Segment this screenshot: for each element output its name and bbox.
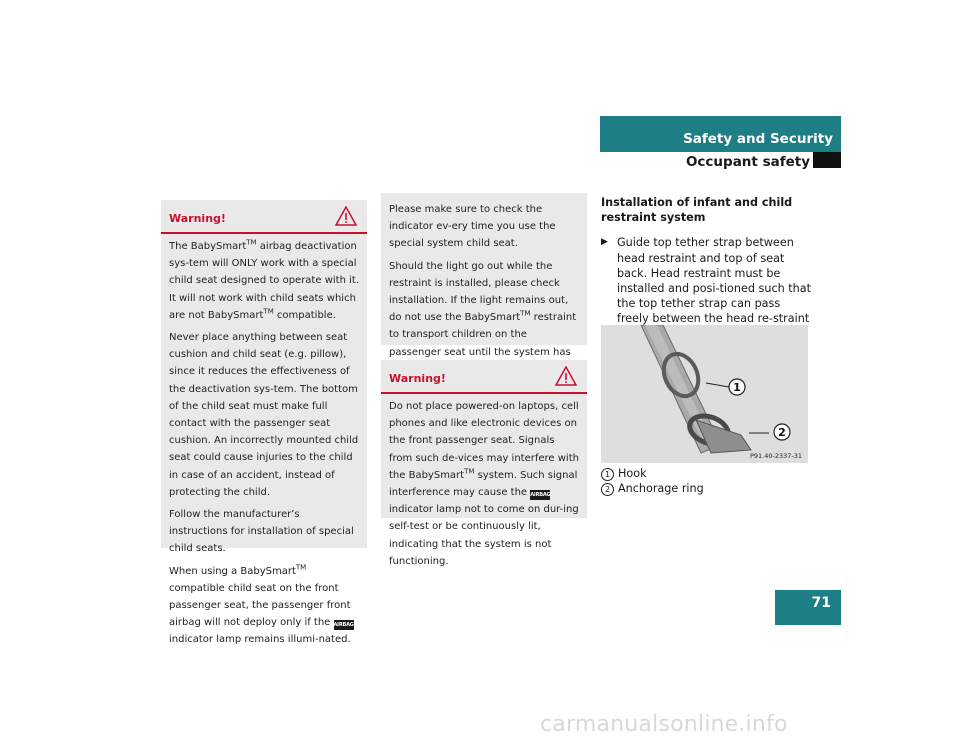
trademark: TM (263, 307, 274, 316)
warning-header (381, 360, 587, 394)
paragraph (169, 563, 359, 649)
figure-code: P91.40-2337-31 (749, 452, 802, 460)
subsection-marker (813, 152, 841, 168)
bullet-arrow-icon: ▶ (601, 237, 608, 248)
warning-panel-babysmart (161, 200, 367, 646)
airbag-indicator-icon: AIRBAG (333, 622, 354, 629)
callout-1-label: 1 (733, 381, 741, 394)
info-panel-indicator (381, 193, 587, 358)
airbag-indicator-icon: AIRBAG (530, 492, 551, 499)
paragraph: Please make sure to check the indicator ev-ery time you use the special system child seat. (389, 204, 556, 250)
instruction-text: Guide top tether strap between head restraint and top of seat back. Head restraint must be installed and posi-tioned such that the top tether strap can pass freely between the head re-straint (617, 236, 811, 326)
paragraph: Never place anything between seat cushion and child seat (e.g. pillow), since it reduces the effectiveness of the deactivation sys-tem. The bottom of the child seat must make full contact with the passenger seat cushion. An incorrectly mounted child seat could cause injuries to the child in case of an accident, instead of protecting the child. (169, 332, 359, 498)
section-title: Safety and Security (683, 131, 833, 147)
tether-hook-illustration (601, 325, 808, 463)
subsection-title: Occupant safety (685, 154, 810, 170)
legend-label: Anchorage ring (618, 482, 704, 495)
warning-triangle-icon (335, 206, 357, 226)
text: Do not place powered-on laptops, cell phones and like electronic devices on the front passenger seat. Signals from such de-vices may interfere with the BabySmart (389, 401, 579, 481)
callout-2-label: 2 (778, 426, 786, 439)
hook-anchorage-drawing (601, 325, 808, 463)
trademark: TM (520, 309, 531, 318)
installation-section (601, 195, 811, 342)
trademark: TM (295, 563, 307, 572)
text: airbag deactivation sys-tem will ONLY work with a special child seat designed to operate with it. It will not work with child seats which are not BabySmart (169, 241, 359, 321)
warning-title: Warning! (169, 212, 226, 225)
installation-heading: Installation of infant and child restraint system (601, 196, 793, 225)
warning-body (381, 394, 587, 581)
text: The BabySmart (169, 241, 247, 252)
text: compatible child seat on the front passenger seat, the passenger front airbag will not deploy only if the (169, 582, 351, 629)
trademark: TM (246, 238, 257, 247)
text: indicator lamp remains illumi-nated. (169, 634, 351, 646)
text: indicator lamp not to come on dur-ing self-test or be continuously lit, indicating that the system is not functioning. (389, 504, 579, 567)
text: When using a BabySmart (169, 565, 296, 577)
watermark: carmanualsonline.info (540, 712, 788, 737)
warning-header (161, 200, 367, 234)
warning-title: Warning! (389, 372, 446, 385)
legend-number: 1 (601, 468, 614, 481)
legend-item (601, 466, 704, 481)
paragraph: Follow the manufacturer’s instructions for installation of special child seats. (169, 509, 354, 555)
legend-number: 2 (601, 483, 614, 496)
warning-body (161, 234, 367, 660)
warning-panel-electronics (381, 360, 587, 567)
page-number: 71 (811, 595, 831, 611)
paragraph (389, 398, 579, 570)
legend-item (601, 481, 704, 496)
section-header-bar (600, 116, 841, 152)
figure-legend (601, 466, 704, 496)
page-number-box (775, 590, 841, 625)
paragraph (169, 238, 359, 324)
text: system. Such signal interference may cause the (389, 469, 578, 499)
warning-triangle-icon (555, 366, 577, 386)
text: Should the light go out while the restraint is installed, please check installation. If the light remains out, do not use the BabySmart (389, 260, 569, 324)
text: compatible. (273, 309, 336, 321)
legend-label: Hook (618, 467, 647, 480)
text: restraint to transport children on the passenger seat until the system has (389, 312, 577, 358)
trademark: TM (464, 467, 475, 476)
